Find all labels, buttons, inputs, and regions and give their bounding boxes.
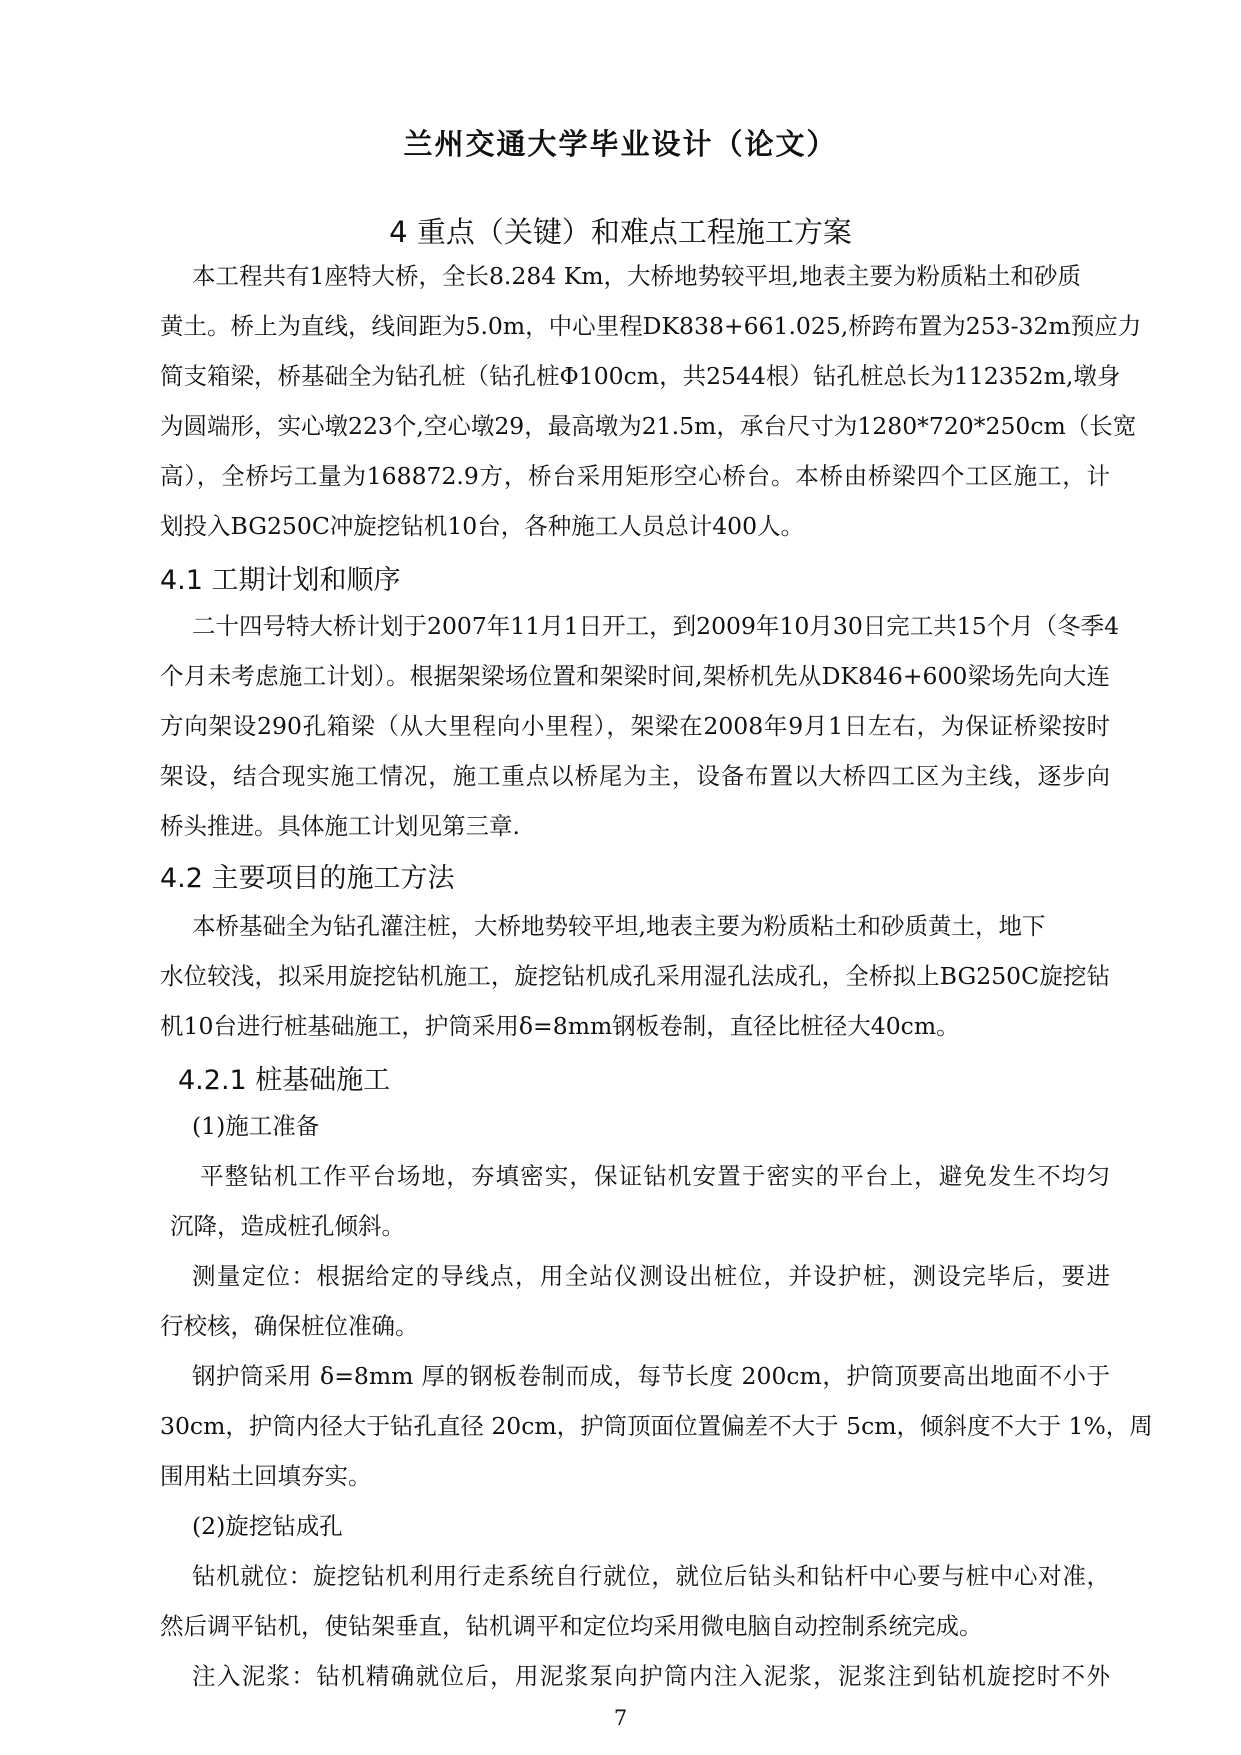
text-line: 方向架设290孔箱梁（从大里程向小里程），架梁在2008年9月1日左右，为保证桥梁按时 <box>160 712 1110 740</box>
section-4-1-title: 4.1 工期计划和顺序 <box>160 565 401 596</box>
text-line: 行校核，确保桩位准确。 <box>160 1312 419 1340</box>
section-4-2-1-title: 4.2.1 桩基础施工 <box>178 1065 391 1096</box>
page-number: 7 <box>613 1706 628 1730</box>
text-line: 水位较浅，拟采用旋挖钻机施工，旋挖钻机成孔采用湿孔法成孔，全桥拟上BG250C旋挖钻 <box>160 962 1110 990</box>
text-line: 桥头推进。具体施工计划见第三章. <box>160 812 520 840</box>
text-line: 黄土。桥上为直线，线间距为5.0m，中心里程DK838+661.025,桥跨布置为253-32m预应力 <box>160 312 1142 340</box>
text-line: 钢护筒采用 δ=8mm 厚的钢板卷制而成，每节长度 200cm，护筒顶要高出地面不小于 <box>192 1362 1110 1390</box>
section-4-2-title: 4.2 主要项目的施工方法 <box>160 863 455 894</box>
text-line: 沉降，造成桩孔倾斜。 <box>170 1212 405 1240</box>
text-line: 架设，结合现实施工情况，施工重点以桥尾为主，设备布置以大桥四工区为主线，逐步向 <box>160 762 1110 790</box>
text-line: 为圆端形，实心墩223个,空心墩29，最高墩为21.5m，承台尺寸为1280*720*250cm（长宽 <box>160 412 1137 440</box>
chapter-title: 4 重点（关键）和难点工程施工方案 <box>389 215 852 249</box>
text-line: 测量定位：根据给定的导线点，用全站仪测设出桩位，并设护桩，测设完毕后，要进 <box>192 1262 1110 1290</box>
text-line: 本桥基础全为钻孔灌注桩，大桥地势较平坦,地表主要为粉质粘土和砂质黄土，地下 <box>192 912 1046 940</box>
text-line: 机10台进行桩基础施工，护筒采用δ=8mm钢板卷制，直径比桩径大40cm。 <box>160 1012 960 1040</box>
text-line: 划投入BG250C冲旋挖钻机10台，各种施工人员总计400人。 <box>160 512 805 540</box>
text-line: 然后调平钻机，使钻架垂直，钻机调平和定位均采用微电脑自动控制系统完成。 <box>160 1612 983 1640</box>
text-line: 个月未考虑施工计划）。根据架梁场位置和架梁时间,架桥机先从DK846+600梁场先向大连 <box>160 662 1110 690</box>
page-header: 兰州交通大学毕业设计（论文） <box>403 127 838 161</box>
text-line: 本工程共有1座特大桥，全长8.284 Km，大桥地势较平坦,地表主要为粉质粘土和砂质 <box>192 262 1082 290</box>
text-line: 注入泥浆：钻机精确就位后，用泥浆泵向护筒内注入泥浆，泥浆注到钻机旋挖时不外 <box>192 1662 1110 1690</box>
subsection-heading: (2)旋挖钻成孔 <box>192 1512 343 1540</box>
text-line: 钻机就位：旋挖钻机利用行走系统自行就位，就位后钻头和钻杆中心要与桩中心对准， <box>192 1562 1110 1590</box>
text-line: 简支箱梁，桥基础全为钻孔桩（钻孔桩Φ100cm，共2544根）钻孔桩总长为112352m,墩身 <box>160 362 1121 390</box>
text-line: 二十四号特大桥计划于2007年11月1日开工，到2009年10月30日完工共15个月（冬季4 <box>192 612 1120 640</box>
text-line: 高），全桥圬工量为168872.9方，桥台采用矩形空心桥台。本桥由桥梁四个工区施工，计 <box>160 462 1110 490</box>
text-line: 平整钻机工作平台场地，夯填密实，保证钻机安置于密实的平台上，避免发生不均匀 <box>200 1162 1110 1190</box>
text-line: 30cm，护筒内径大于钻孔直径 20cm，护筒顶面位置偏差不大于 5cm，倾斜度不大于 1%，周 <box>160 1412 1153 1440</box>
subsection-heading: (1)施工准备 <box>192 1112 320 1140</box>
text-line: 围用粘土回填夯实。 <box>160 1462 372 1490</box>
